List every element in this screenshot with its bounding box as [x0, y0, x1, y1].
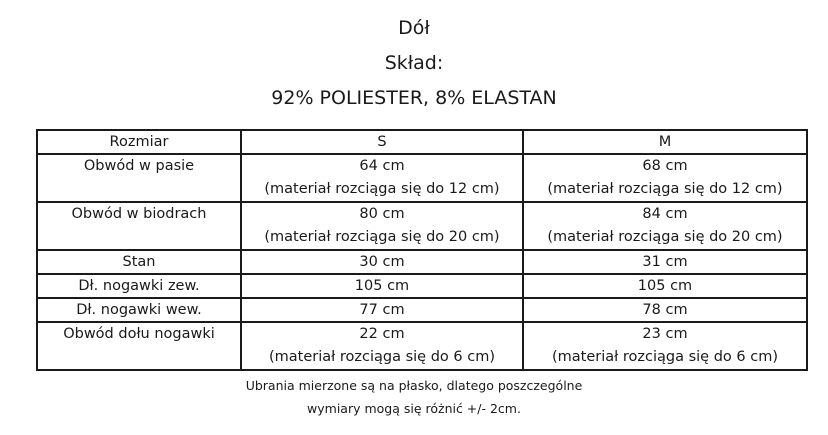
row-label: Dł. nogawki zew. — [37, 274, 241, 298]
cell-m — [523, 154, 807, 202]
row-label: Stan — [37, 250, 241, 274]
composition-text: 92% POLIESTER, 8% ELASTAN — [271, 87, 557, 109]
size-table — [36, 129, 808, 371]
stretch-note: (materiał rozciąga się do 6 cm) — [269, 349, 495, 365]
cell-m — [523, 322, 807, 370]
stretch-note: (materiał rozciąga się do 20 cm) — [264, 229, 500, 245]
cell-s — [241, 154, 523, 202]
value: 23 cm — [642, 326, 688, 342]
row-label: Obwód w biodrach — [37, 202, 241, 250]
cell-s: 77 cm — [241, 298, 523, 322]
value: 64 cm — [359, 158, 405, 174]
table-row — [37, 274, 807, 298]
table-row — [37, 298, 807, 322]
table-row — [37, 154, 807, 202]
row-label: Obwód w pasie — [37, 154, 241, 202]
cell-m: 78 cm — [523, 298, 807, 322]
header-m: M — [523, 130, 807, 154]
table-row — [37, 250, 807, 274]
header-size: Rozmiar — [37, 130, 241, 154]
cell-s: 30 cm — [241, 250, 523, 274]
page-title: Dół — [398, 17, 430, 39]
table-header-row — [37, 130, 807, 154]
measurement-note-line-1: Ubrania mierzone są na płasko, dlatego poszczególne — [245, 378, 583, 393]
cell-m: 105 cm — [523, 274, 807, 298]
stretch-note: (materiał rozciąga się do 12 cm) — [547, 181, 783, 197]
composition-heading: Skład: — [384, 52, 444, 74]
row-label: Obwód dołu nogawki — [37, 322, 241, 370]
value: 84 cm — [642, 206, 688, 222]
cell-m: 31 cm — [523, 250, 807, 274]
row-label: Dł. nogawki wew. — [37, 298, 241, 322]
stretch-note: (materiał rozciąga się do 12 cm) — [264, 181, 500, 197]
measurement-note-line-2: wymiary mogą się różnić +/- 2cm. — [307, 401, 521, 416]
value: 22 cm — [359, 326, 405, 342]
stretch-note: (materiał rozciąga się do 6 cm) — [552, 349, 778, 365]
header-s: S — [241, 130, 523, 154]
cell-s: 105 cm — [241, 274, 523, 298]
table-row — [37, 202, 807, 250]
value: 80 cm — [359, 206, 405, 222]
cell-m — [523, 202, 807, 250]
cell-s — [241, 202, 523, 250]
stretch-note: (materiał rozciąga się do 20 cm) — [547, 229, 783, 245]
value: 68 cm — [642, 158, 688, 174]
cell-s — [241, 322, 523, 370]
table-row — [37, 322, 807, 370]
